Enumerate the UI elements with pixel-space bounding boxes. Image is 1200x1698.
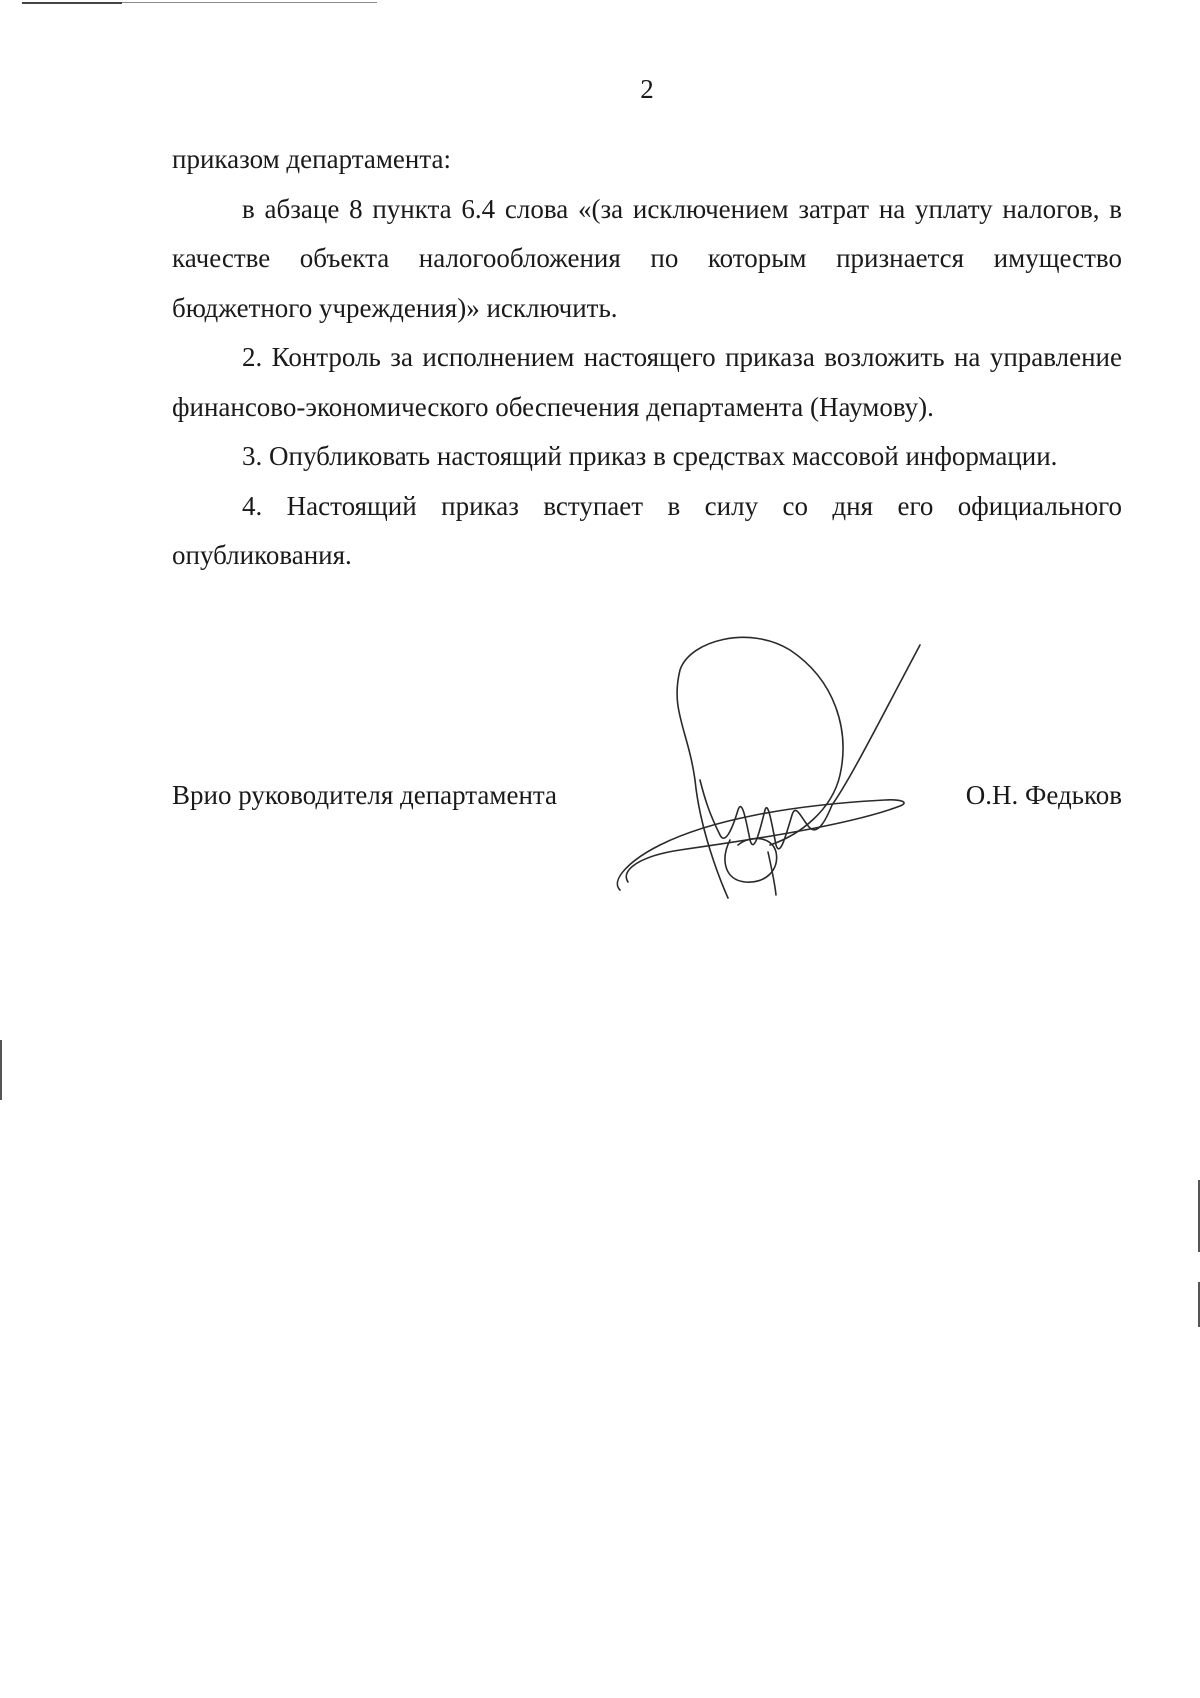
scan-artifact-top-mark — [22, 2, 122, 4]
signatory-name: О.Н. Федьков — [965, 780, 1122, 810]
paragraph-item-2: 2. Контроль за исполнением настоящего приказа возложить на управление финансово-экономического обеспечения департамента (Наумову). — [172, 342, 1122, 422]
signatory-title: Врио руководителя департамента — [172, 780, 558, 810]
paragraph-amendment: в абзаце 8 пункта 6.4 слова «(за исключением затрат на уплату налогов, в качестве объекта налогообложения по которым признается имущество бюджетного учреждения)» исключить. — [172, 193, 1122, 323]
scan-artifact-left-edge — [0, 1040, 2, 1100]
paragraph-continuation: приказом департамента: — [172, 144, 451, 174]
signature-block — [172, 770, 1122, 820]
paragraph-item-3: 3. Опубликовать настоящий приказ в средствах массовой информации. — [242, 441, 1058, 471]
paragraph-item-4: 4. Настоящий приказ вступает в силу со дня его официального опубликования. — [172, 490, 1122, 570]
document-body — [172, 135, 1122, 581]
page-number: 2 — [640, 74, 654, 104]
